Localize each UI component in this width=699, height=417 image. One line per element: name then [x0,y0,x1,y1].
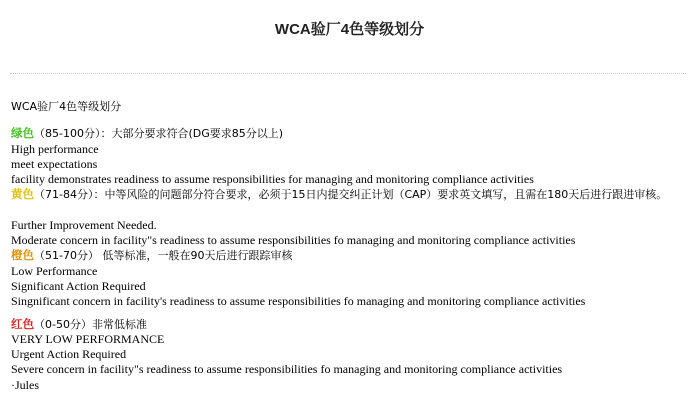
red-range: （0-50分）非常低标准 [34,317,147,331]
red-line: Urgent Action Required [11,347,127,362]
spacer [11,203,695,218]
page-title: WCA验厂4色等级划分 [274,21,425,38]
green-label: 绿色 [11,126,34,141]
yellow-heading [11,187,695,202]
green-line: meet expectations [11,156,98,171]
orange-range: （51-70分） 低等标准，一般在90天后进行跟踪审核 [34,249,293,263]
yellow-line: Moderate concern in facility"s readiness to assume responsibilities fo managing and monitoring compliance activities [11,233,576,248]
article-body [11,99,695,393]
red-label: 红色 [11,316,34,331]
orange-line: Low Performance [11,263,98,278]
red-line: Severe concern in facility"s readiness to assume responsibilities fo managing and monitoring compliance activities [11,362,563,377]
signature: ·Jules [11,377,39,392]
red-line: VERY LOW PERFORMANCE [11,331,165,346]
orange-heading [11,248,695,263]
orange-line: Significant Action Required [11,278,146,293]
red-heading [11,317,695,332]
green-range: （85-100分）：大部分要求符合(DG要求85分以上) [34,127,284,141]
yellow-line: Further Improvement Needed. [11,217,157,232]
orange-label: 橙色 [11,248,34,263]
article-subtitle: WCA验厂4色等级划分 [11,100,122,113]
yellow-range: （71-84分）：中等风险的问题部分符合要求，必须于15日内提交纠正计划（CAP）要求英文填写，且需在180天后进行跟进审核。 [34,188,668,202]
green-heading [11,126,695,141]
yellow-label: 黄色 [11,187,34,202]
spacer [11,310,695,317]
green-line: facility demonstrates readiness to assume responsibilities for managing and monitoring compliance activities [11,172,534,187]
green-line: High performance [11,141,99,156]
divider [10,73,686,74]
orange-line: Singnificant concern in facility's readiness to assume responsibilities fo managing and monitoring compliance activities [11,294,586,309]
